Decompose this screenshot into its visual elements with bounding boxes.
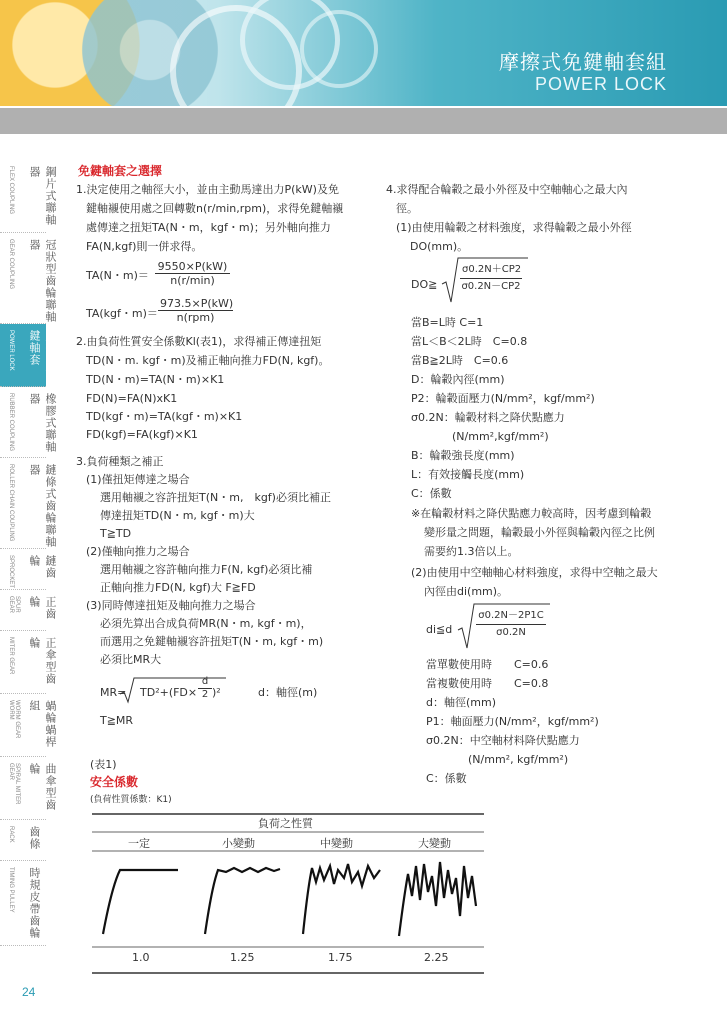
step4-line1: 4.求得配合輪轂之最小外徑及中空軸軸心之最大內 [386, 183, 628, 196]
sidebar-item-4[interactable] [0, 458, 57, 549]
sidebar-item-sublabel: POWER LOCK [8, 330, 14, 371]
var1-4: P2：輪轂面壓力(N/mm²，kgf/mm²) [411, 392, 595, 405]
var2-5: (N/mm², kgf/mm²) [468, 753, 569, 766]
step3-line8: 正軸向推力FD(N, kgf)大 F≧FD [100, 581, 256, 594]
eq1-denominator: n(r/min) [170, 274, 215, 287]
mr-denominator: 2 [201, 689, 209, 700]
var1-0: 當B=L時 C=1 [411, 316, 484, 329]
step3-line12: 必須比MR大 [100, 653, 162, 666]
var2-1: 當複數使用時 C=0.8 [426, 677, 549, 690]
sidebar-item-label: 摩擦式免鍵軸套 [28, 330, 57, 378]
do-lhs: DO≧ [411, 278, 438, 291]
sidebar-item-sublabel: RACK [8, 826, 14, 843]
table-header: 負荷之性質 [258, 817, 313, 830]
eq1-lhs: TA(N・m)＝ [86, 269, 149, 282]
di-lhs: di≦d [426, 623, 453, 636]
di-fraction [476, 608, 546, 641]
step4-line4: DO(mm)。 [410, 240, 469, 253]
page-number: 24 [22, 985, 36, 999]
header-banner [0, 0, 727, 108]
step5-line2: 內徑由di(mm)。 [424, 585, 509, 598]
table-heading: 安全係數 [90, 775, 139, 789]
sidebar-item-2[interactable] [0, 324, 57, 387]
eq1-fraction [155, 260, 230, 287]
step3-line1: 3.負荷種類之補正 [76, 455, 164, 468]
sidebar-item-5[interactable] [0, 549, 57, 590]
var1-9: C：係數 [411, 487, 452, 500]
di-denominator: σ0.2N [496, 627, 526, 638]
step2-line2: TD(N・m. kgf・m)及補正軸向推力FD(N, kgf)。 [86, 354, 330, 367]
step2-line5: TD(kgf・m)=TA(kgf・m)×K1 [86, 410, 243, 423]
sidebar-item-label: 曲傘型齒輪 [28, 763, 57, 811]
sidebar-item-6[interactable] [0, 590, 57, 631]
sidebar-item-3[interactable] [0, 387, 57, 458]
step2-line6: FD(kgf)=FA(kgf)×K1 [86, 428, 198, 441]
sidebar-item-11[interactable] [0, 861, 46, 946]
eq2-fraction [158, 297, 233, 324]
eq2-lhs: TA(kgf・m)＝ [86, 307, 158, 320]
value-2: 1.75 [328, 951, 353, 964]
value-1: 1.25 [230, 951, 255, 964]
load-curve-constant [98, 856, 184, 946]
step3-line6: (2)僅軸向推力之場合 [86, 545, 190, 558]
load-curve-medium [298, 856, 384, 946]
sidebar-item-label: 鋼片式聯軸器 [28, 166, 57, 226]
step4-line2: 徑。 [396, 202, 418, 215]
banner-title: 摩擦式免鍵軸套組 [499, 50, 667, 74]
var1-3: D：輪轂內徑(mm) [411, 373, 505, 386]
sidebar-item-label: 鏈條式齒輪聯軸器 [28, 464, 57, 548]
sidebar-item-label: 時規皮帶齒輪 [28, 867, 41, 939]
step1-line1: 1.決定使用之軸徑大小，並由主動馬達出力P(kW)及免 [76, 183, 339, 196]
var1-5: σ0.2N：輪轂材料之降伏點應力 [411, 411, 565, 424]
table-caption: (負荷性質係數：K1) [90, 795, 172, 805]
var1-8: L：有效接觸長度(mm) [411, 468, 525, 481]
table-note: (表1) [90, 758, 117, 771]
var2-2: d：軸徑(mm) [426, 696, 496, 709]
sidebar-item-sublabel: RUBBER COUPLING [8, 393, 14, 452]
step1-line3: 處傳達之扭矩TA(N・m，kgf・m)；另外軸向推力 [86, 221, 331, 234]
step3-line2: (1)僅扭矩傳達之場合 [86, 473, 190, 486]
note-line2: 變形量之問題，輪轂最小外徑與輪轂內徑之比例 [424, 526, 655, 539]
do-fraction [460, 262, 522, 295]
t-ge-mr: T≧MR [100, 714, 134, 727]
var1-6: (N/mm²,kgf/mm²) [452, 430, 549, 443]
col-label-2: 中變動 [320, 837, 353, 850]
step1-line4: FA(N,kgf)則一併求得。 [86, 240, 203, 253]
sidebar-item-sublabel: ROLLER CHAIN COUPLING [8, 464, 14, 542]
section-heading: 免鍵軸套之選擇 [78, 164, 163, 178]
mr-numerator: d [198, 676, 212, 689]
sidebar-item-sublabel: GEAR COUPLING [8, 239, 14, 290]
col-label-0: 一定 [128, 837, 150, 850]
step3-line7: 選用軸襯之容許軸向推力F(N, kgf)必須比補 [100, 563, 313, 576]
var1-2: 當B≧2L時 C=0.6 [411, 354, 509, 367]
load-curve-large [394, 856, 480, 946]
sidebar-item-sublabel: TIMING PULLEY [8, 867, 14, 913]
sidebar-item-1[interactable] [0, 233, 57, 324]
gear-graphic-5 [300, 10, 378, 88]
sidebar-item-sublabel: SPUR GEAR [8, 596, 20, 614]
sidebar-item-label: 齒條 [28, 826, 41, 850]
sidebar-item-label: 冠狀型齒輪聯軸器 [28, 239, 57, 323]
mr-fraction [198, 676, 212, 701]
mr-expression: TD²+(FD× [140, 686, 198, 699]
category-sidebar [0, 160, 57, 946]
do-numerator: σ0.2N＋CP2 [460, 262, 522, 279]
step3-line5: T≧TD [100, 527, 132, 540]
mr-close: )² [212, 686, 221, 699]
do-denominator: σ0.2N－CP2 [461, 281, 521, 292]
var2-3: P1：軸面壓力(N/mm²，kgf/mm²) [426, 715, 599, 728]
step3-line9: (3)同時傳達扭矩及軸向推力之場合 [86, 599, 256, 612]
step4-line3: (1)由使用輪轂之材料強度，求得輪轂之最小外徑 [396, 221, 632, 234]
sidebar-item-0[interactable] [0, 160, 57, 233]
header-grey-bar [0, 108, 727, 134]
step5-line1: (2)由使用中空軸軸心材料強度，求得中空軸之最大 [411, 566, 658, 579]
sidebar-item-label: 正齒輪 [28, 596, 57, 620]
var2-6: C：係數 [426, 772, 467, 785]
sidebar-item-label: 正傘型齒輪 [28, 637, 57, 685]
sidebar-item-label: 橡膠式聯軸器 [28, 393, 57, 453]
di-numerator: σ0.2N－2P1C [476, 608, 546, 625]
col-label-1: 小變動 [222, 837, 255, 850]
sidebar-item-10[interactable] [0, 820, 46, 861]
sidebar-item-sublabel: SPROCKET [8, 555, 14, 589]
banner-subtitle: POWER LOCK [534, 74, 667, 94]
sidebar-item-sublabel: FLEX COUPLING [8, 166, 14, 215]
value-3: 2.25 [424, 951, 449, 964]
var1-1: 當L＜B＜2L時 C=0.8 [411, 335, 528, 348]
load-curve-small [200, 856, 286, 946]
var2-4: σ0.2N：中空軸材料降伏點應力 [426, 734, 580, 747]
step3-line10: 必須先算出合成負荷MR(N・m, kgf・m)， [100, 617, 312, 630]
sidebar-item-sublabel: MITER GEAR [8, 637, 14, 675]
eq2-denominator: n(rpm) [176, 311, 215, 324]
step1-line2: 鍵軸襯使用處之回轉數n(r/min,rpm)，求得免鍵軸襯 [86, 202, 344, 215]
mr-lhs: MR= [100, 686, 127, 699]
sidebar-item-sublabel: SPIRAL MITER GEAR [8, 763, 20, 805]
sidebar-item-label: 鏈齒輪 [28, 555, 57, 579]
sidebar-item-sublabel: WORM GEAR WORM [8, 700, 20, 739]
step2-line4: FD(N)=FA(N)xK1 [86, 392, 178, 405]
value-0: 1.0 [132, 951, 150, 964]
note-line1: ※在輪轂材料之降伏點應力較高時，因考慮到輪轂 [411, 507, 652, 520]
var1-7: B：輪轂強長度(mm) [411, 449, 515, 462]
eq2-numerator: 973.5×P(kW) [160, 297, 234, 310]
step3-line3: 選用軸襯之容許扭矩T(N・m, kgf)必須比補正 [100, 491, 331, 504]
mr-note: d：軸徑(m) [258, 686, 318, 699]
sidebar-item-8[interactable] [0, 694, 57, 757]
sidebar-item-9[interactable] [0, 757, 57, 820]
step2-line3: TD(N・m)=TA(N・m)×K1 [86, 373, 225, 386]
step3-line11: 而選用之免鍵軸襯容許扭矩T(N・m, kgf・m) [100, 635, 324, 648]
step2-line1: 2.由負荷性質安全係數Kl(表1)，求得補正傳達扭矩 [76, 335, 322, 348]
var2-0: 當單數使用時 C=0.6 [426, 658, 549, 671]
sidebar-item-label: 蝸輪蝸桿組 [28, 700, 57, 748]
note-line3: 需要約1.3倍以上。 [424, 545, 519, 558]
sidebar-item-7[interactable] [0, 631, 57, 694]
col-label-3: 大變動 [418, 837, 451, 850]
eq1-numerator: 9550×P(kW) [155, 260, 230, 274]
step3-line4: 傳達扭矩TD(N・m, kgf・m)大 [100, 509, 255, 522]
